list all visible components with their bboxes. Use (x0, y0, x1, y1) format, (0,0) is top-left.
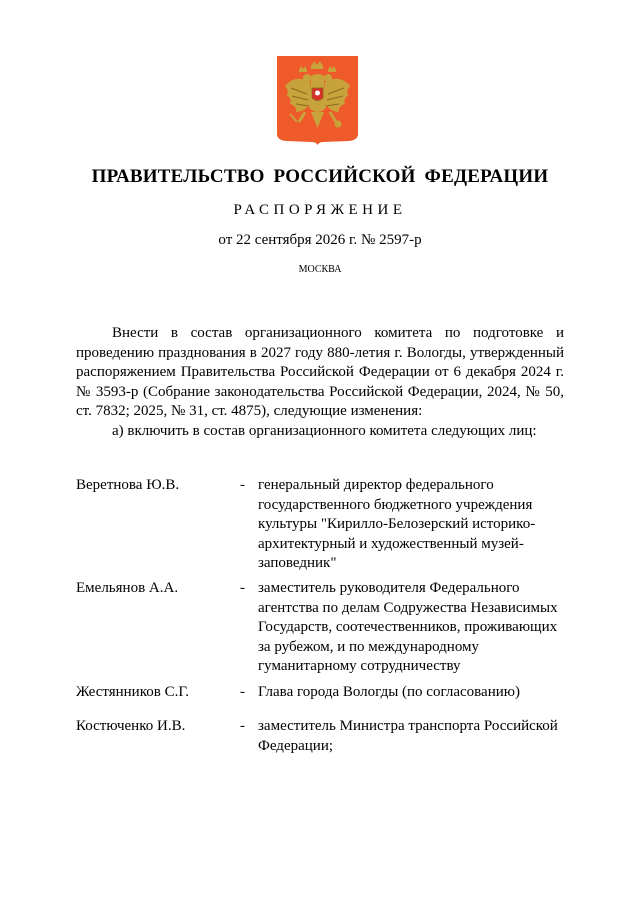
person-name: Веретнова Ю.В. (76, 477, 180, 493)
person-role: Глава города Вологды (по согласованию) (258, 684, 520, 700)
person-role: заместитель Министра транспорта Российской Федерации; (258, 718, 558, 754)
person-dash: - (240, 477, 245, 493)
coat-of-arms-icon (277, 56, 358, 145)
order-body (76, 324, 564, 441)
document-date-number: от 22 сентября 2026 г. № 2597-р (218, 232, 422, 248)
document-city: МОСКВА (298, 264, 342, 275)
person-dash: - (240, 718, 245, 734)
person-dash: - (240, 580, 245, 596)
person-name: Емельянов А.А. (76, 580, 179, 596)
person-role: генеральный директор федерального государственного бюджетного учреждения культуры "Кирилло-Белозерский историко-архитектурный и художественный музей-заповедник" (258, 477, 536, 571)
person-dash: - (240, 684, 245, 700)
document-type: РАСПОРЯЖЕНИЕ (233, 202, 407, 218)
person-name: Костюченко И.В. (76, 718, 186, 734)
person-role: заместитель руководителя Федерального агентства по делам Содружества Независимых Государств, соотечественников, проживающих за рубежом, и по международному гуманитарному сотрудничеству (258, 580, 558, 674)
item-a-paragraph: а) включить в состав организационного комитета следующих лиц: (112, 422, 537, 439)
intro-paragraph: Внести в состав организационного комитета по подготовке и проведению празднования в 2027 году 880-летия г. Вологды, утвержденный распоряжением Правительства Российской Федерации от 6 декабря 2024 г. № 3593-р (Собрание законодательства Российской Федерации, 2024, № 50, ст. 7832; 2025, № 31, ст. 4875), следующие изменения: (76, 325, 564, 419)
government-title: ПРАВИТЕЛЬСТВО РОССИЙСКОЙ ФЕДЕРАЦИИ (91, 166, 549, 187)
person-name: Жестянников С.Г. (76, 684, 190, 700)
